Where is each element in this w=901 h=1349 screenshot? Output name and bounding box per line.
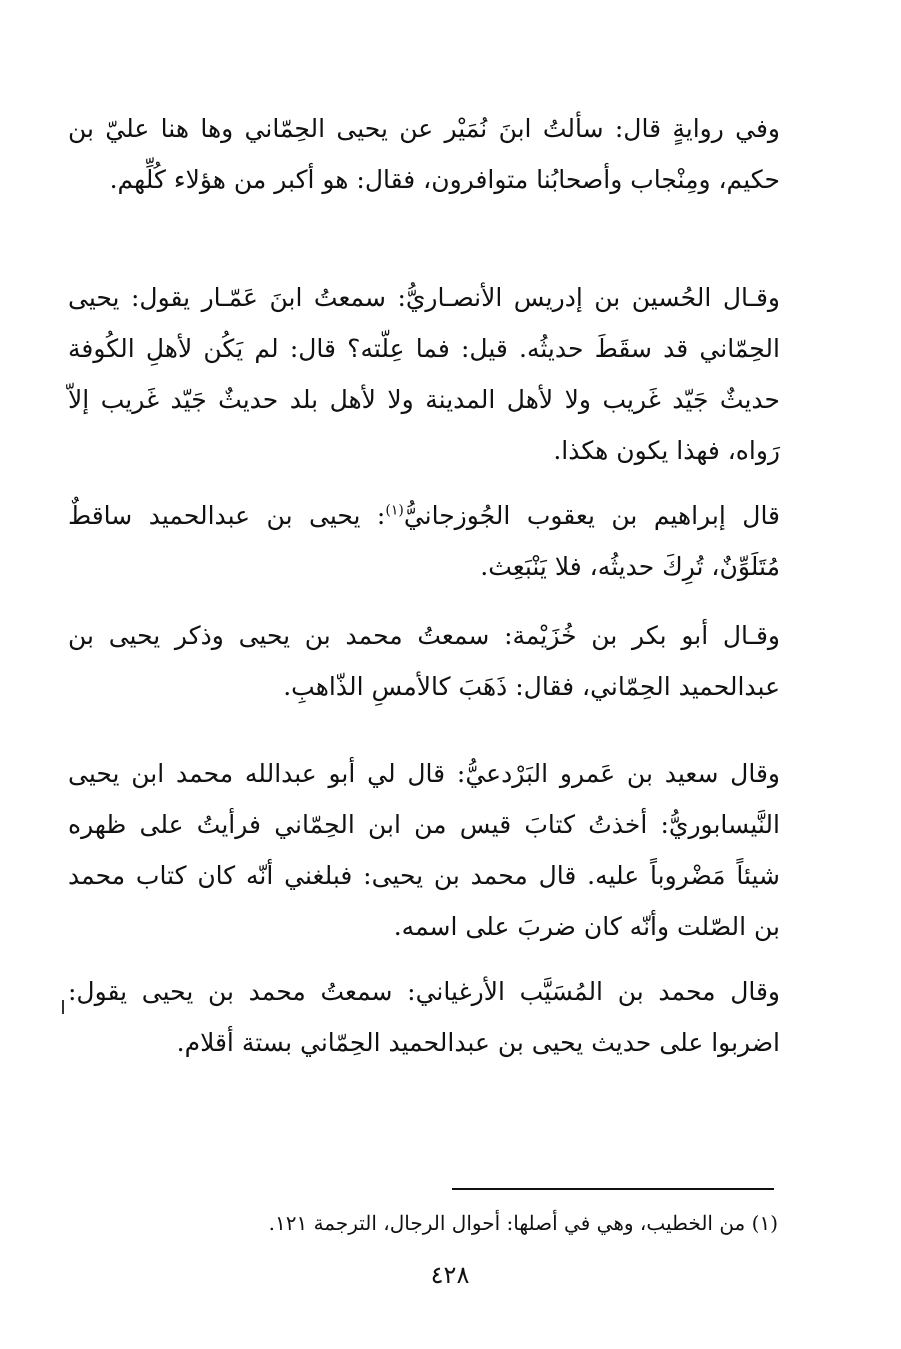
footnote-reference[interactable]: (١): [385, 502, 404, 519]
footnote: (١) من الخطيب، وهي في أصلها: أحوال الرجال، الترجمة ١٢١.: [268, 1211, 778, 1235]
paragraph-5-text: وقال سعيد بن عَمرو البَرْدعيُّ: قال لي أبو عبدالله محمد ابن يحيى النَّيسابوريُّ: أخذتُ كتابَ قيس من ابن الحِمّاني فرأيتُ على ظهره شيئاً مَضْروباً عليه. قال محمد بن يحيى: فبلغني أنّه كان كتاب محمد بن الصّلت وأنّه كان ضربَ على اسمه.: [68, 759, 780, 941]
paragraph-4: [68, 610, 780, 712]
paragraph-3-rest: : يحيى بن عبدالحميد ساقطٌ مُتَلَوِّنٌ، تُرِكَ حديثُه، فلا يَنْبَعِث.: [68, 501, 780, 581]
paragraph-5: [68, 748, 780, 952]
page-number: ٤٢٨: [430, 1261, 470, 1289]
paragraph-1: [68, 103, 780, 205]
margin-mark: [62, 1000, 64, 1014]
paragraph-3: [68, 490, 780, 592]
paragraph-3-text: [68, 490, 780, 592]
paragraph-6-text: وقال محمد بن المُسَيَّب الأرغياني: سمعتُ محمد بن يحيى يقول: اضربوا على حديث يحيى بن عبدالحميد الحِمّاني بستة أقلام.: [68, 977, 780, 1057]
paragraph-3-lead: قال إبراهيم بن يعقوب الجُوزجانيُّ: [403, 501, 781, 530]
footnote-divider: [452, 1188, 774, 1190]
paragraph-1-text: وفي روايةٍ قال: سألتُ ابنَ نُمَيْر عن يحيى الحِمّاني وها هنا عليّ بن حكيم، ومِنْجاب وأصحابُنا متوافرون، فقال: هو أكبر من هؤلاء كُلِّهم.: [68, 114, 780, 194]
paragraph-4-text: وقـال أبو بكر بن خُزَيْمة: سمعتُ محمد بن يحيى وذكر يحيى بن عبدالحميد الحِمّاني، فقال: ذَهَبَ كالأمسِ الذّاهبِ.: [68, 621, 780, 701]
paragraph-2-text: وقـال الحُسين بن إدريس الأنصـاريُّ: سمعتُ ابنَ عَمّـار يقول: يحيى الحِمّاني قد سقَطَ حديثُه. قيل: فما عِلّته؟ قال: لم يَكُن لأهلِ الكُوفة حديثٌ جَيّد غَريب ولا لأهل المدينة ولا لأهل بلد حديثٌ جَيّد غَريب إلاّ رَواه، فهذا يكون هكذا.: [68, 283, 780, 465]
paragraph-6: [68, 966, 780, 1068]
paragraph-2: [68, 272, 780, 476]
